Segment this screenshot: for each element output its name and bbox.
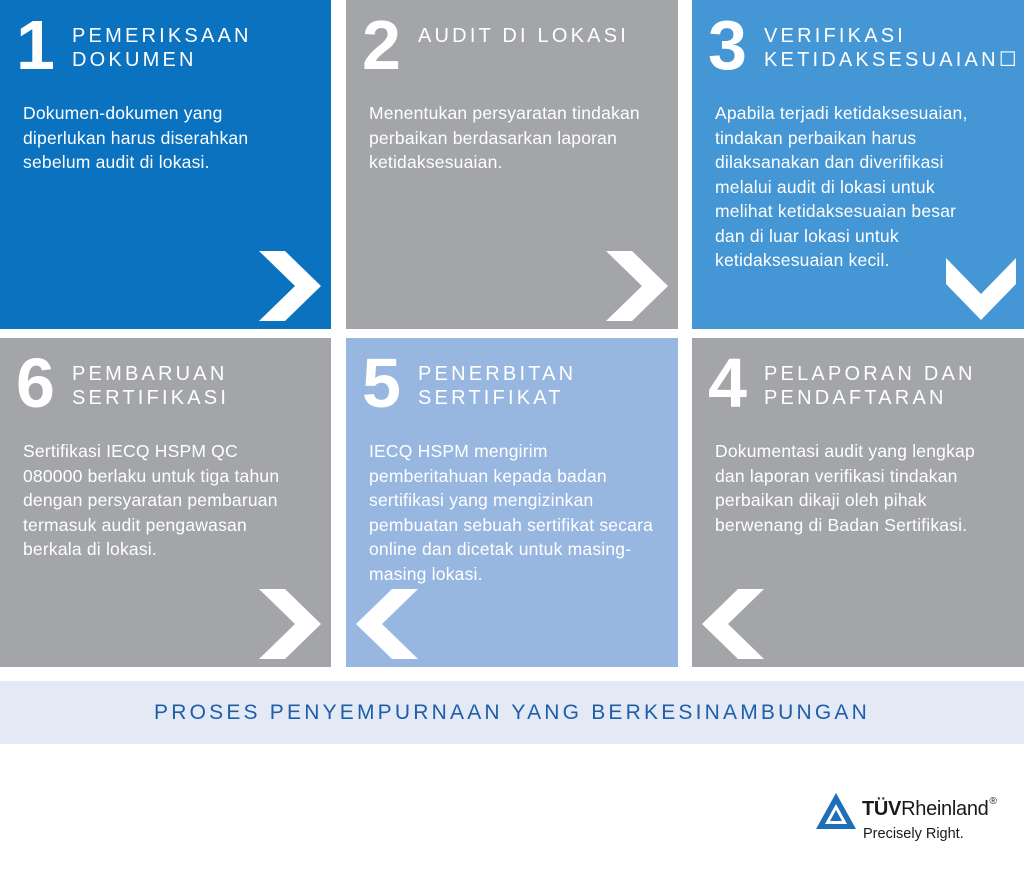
step-4-description: Dokumentasi audit yang lengkap dan laporan verifikasi tindakan perbaikan dikaji oleh pihak berwenang di Badan Sertifikasi.: [715, 441, 975, 535]
chevron-left-icon: [356, 589, 418, 659]
chevron-right-icon: [259, 589, 321, 659]
step-2-number: 2: [362, 6, 401, 84]
chevron-left-icon: [702, 589, 764, 659]
step-4-tile: [692, 338, 1024, 667]
step-3-title: VERIFIKASI KETIDAKSESUAIAN☐: [764, 25, 1020, 71]
step-2-tile: [346, 0, 678, 329]
step-3-tile: [692, 0, 1024, 329]
logo-name-bold: TÜV: [862, 798, 902, 820]
step-1-tile: [0, 0, 331, 329]
chevron-right-icon: [606, 251, 668, 321]
logo-wordmark: [862, 798, 997, 821]
step-2-description: Menentukan persyaratan tindakan perbaikan berdasarkan laporan ketidaksesuaian.: [369, 103, 640, 172]
step-5-tile: [346, 338, 678, 667]
step-6-tile: [0, 338, 331, 667]
chevron-right-icon: [259, 251, 321, 321]
step-1-description: Dokumen-dokumen yang diperlukan harus diserahkan sebelum audit di lokasi.: [23, 103, 249, 172]
step-5-description: IECQ HSPM mengirim pemberitahuan kepada badan sertifikasi yang mengizinkan pembuatan sebuah sertifikat secara online dan dicetak untuk masing-masing lokasi.: [369, 441, 654, 584]
step-1-title: PEMERIKSAAN DOKUMEN: [72, 25, 252, 71]
logo-name-rest: Rheinland: [901, 798, 989, 820]
step-5-title: PENERBITAN SERTIFIKAT: [418, 363, 577, 409]
tuv-rheinland-logo: [815, 792, 1015, 852]
step-3-description: Apabila terjadi ketidaksesuaian, tindakan perbaikan harus dilaksanakan dan diverifikasi melalui audit di lokasi untuk melihat ketidaksesuaian besar dan di luar lokasi untuk ketidaksesuaian kecil.: [715, 103, 968, 270]
step-5-number: 5: [362, 344, 401, 422]
tuv-triangle-icon: [815, 792, 857, 835]
step-6-description: Sertifikasi IECQ HSPM QC 080000 berlaku untuk tiga tahun dengan persyaratan pembaruan termasuk audit pengawasan berkala di lokasi.: [23, 441, 280, 559]
step-3-number: 3: [708, 6, 747, 84]
chevron-down-icon: [946, 258, 1016, 320]
continuous-improvement-band: [0, 681, 1024, 744]
step-6-title: PEMBARUAN SERTIFIKASI: [72, 363, 230, 409]
step-4-number: 4: [708, 344, 747, 422]
logo-tagline: Precisely Right.: [863, 826, 964, 842]
step-2-title: AUDIT DI LOKASI: [418, 25, 630, 47]
logo-registered-mark: ®: [989, 796, 997, 807]
step-1-number: 1: [16, 6, 55, 84]
step-6-number: 6: [16, 344, 55, 422]
step-4-title: PELAPORAN DAN PENDAFTARAN: [764, 363, 976, 409]
continuous-improvement-label: PROSES PENYEMPURNAAN YANG BERKESINAMBUNGAN: [154, 700, 870, 724]
